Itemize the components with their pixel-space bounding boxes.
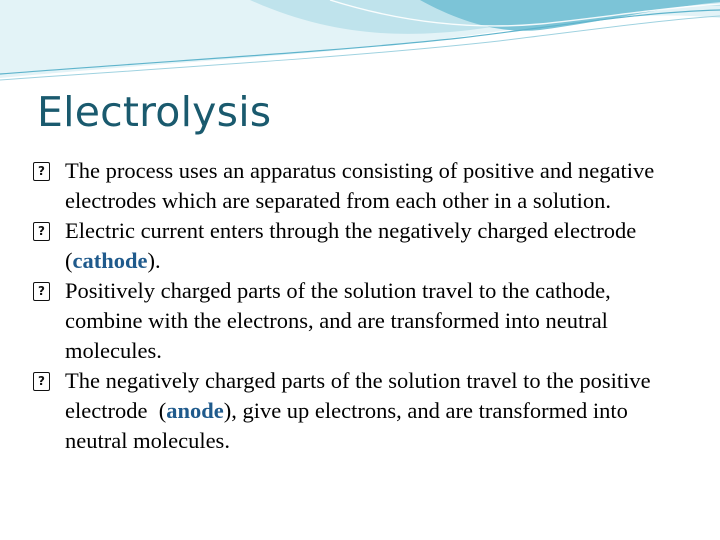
bullet-text-after: ).	[147, 248, 161, 273]
missing-glyph-box-icon	[33, 282, 50, 301]
missing-glyph-box-icon	[33, 372, 50, 391]
term-cathode: cathode	[72, 248, 148, 273]
bullet-text: Positively charged parts of the solution travel to the cathode, combine with the electrons, and are transformed into neutral molecules.	[65, 278, 611, 363]
bullet-item-positive-parts	[33, 276, 693, 366]
bullet-list	[33, 156, 693, 456]
wave-header-decoration	[0, 0, 720, 90]
term-anode: anode	[166, 398, 224, 423]
slide-title: Electrolysis	[37, 88, 272, 136]
bullet-text-after: ), give up electrons, and are transformed into neutral molecules.	[65, 398, 628, 453]
missing-glyph-box-icon	[33, 222, 50, 241]
bullet-text-before: Electric current enters through the negatively charged electrode (	[65, 218, 637, 273]
bullet-item-anode	[33, 366, 693, 456]
bullet-text: The process uses an apparatus consisting of positive and negative electrodes which are separated from each other in a solution.	[65, 158, 655, 213]
bullet-item-cathode	[33, 216, 693, 276]
bullet-item-apparatus	[33, 156, 693, 216]
bullet-text-before: The negatively charged parts of the solution travel to the positive electrode (	[65, 368, 657, 423]
missing-glyph-box-icon	[33, 162, 50, 181]
